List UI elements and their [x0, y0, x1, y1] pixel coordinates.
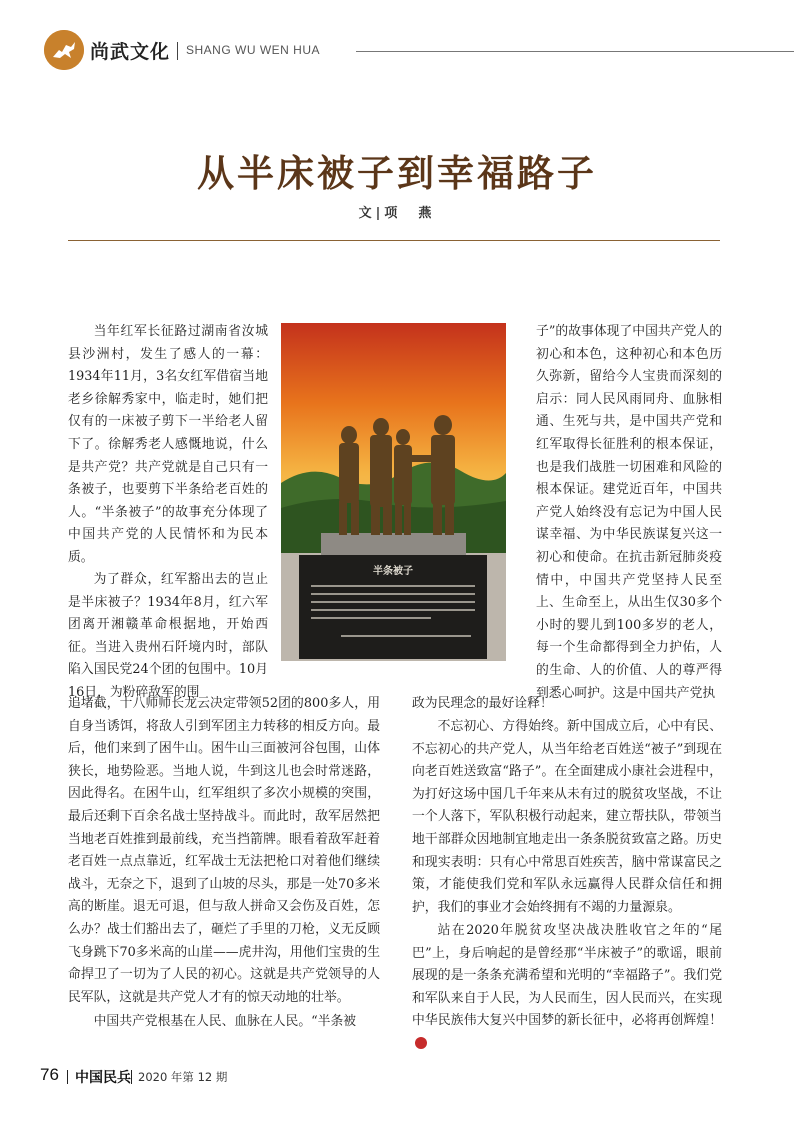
- left-paragraph-2-bottom: 追堵截，十八师师长龙云决定带领52团的800多人，用自身当诱饵，将敌人引到军团主力转移的相反方向。最后，他们来到了困牛山。困牛山三面被河谷包围，山体狭长，地势险恶。当地人说，牛到这儿也会时常迷路，因此得名。在困牛山，红军组织了多次小规模的突围，最后还剩下百余名战士坚持战斗。而此时，敌军居然把当地老百姓推到最前线，充当挡箭牌。眼看着敌军赶着老百姓一点点靠近，红军战士无法把枪口对着他们继续战斗，无奈之下，退到了山坡的尽头，那是一处70多米高的断崖。退无可退，但与敌人拼命又会伤及百姓，怎么办？战士们豁出去了，砸烂了手里的刀枪，义无反顾飞身跳下70多米高的山崖——虎井沟，用他们宝贵的生命捍卫了一切为了人民的初心。这就是共产党领导的人民军队，这就是共产党人才有的惊天动地的壮举。: [68, 696, 380, 1005]
- left-paragraph-3: 中国共产党根基在人民、血脉在人民。“半条被: [93, 1014, 357, 1029]
- right-paragraph-1-top: 子”的故事体现了中国共产党人的初心和本色，这种初心和本色历久弥新，留给今人宝贵而深刻的启示：同人民风雨同舟、血脉相通、生死与共，是中国共产党和红军取得长征胜利的根本保证，也是我们战胜一切困难和风险的根本保证。建党近百年，中国共产党人始终没有忘记为中国人民谋幸福、为中华民族谋复兴这一初心和使命。在抗击新冠肺炎疫情中，中国共产党坚持人民至上、生命至上，从出生仅30多个小时的婴儿到100多岁的老人，每一个生命都得到全力护佑，人的生命、人的价值、人的尊严得到悉心呵护。这是中国共产党执: [536, 324, 722, 701]
- column-logo-icon: [44, 30, 84, 70]
- title-rule: [68, 240, 720, 241]
- end-mark-icon: [415, 1037, 427, 1049]
- monument-photo: [281, 323, 506, 661]
- article-byline: 文|项 燕: [358, 206, 436, 221]
- right-paragraph-3: [412, 920, 722, 1056]
- right-paragraph-3-text: 站在2020年脱贫攻坚决战决胜收官之年的“尾巴”上，身后响起的是曾经那“半床被子”的歌谣，眼前展现的是一条条充满希望和光明的“幸福路子”。我们党和军队来自于人民，为人民而生，因人民而兴，在实现中华民族伟大复兴中国梦的新长征中，必将再创辉煌！: [412, 923, 722, 1029]
- footer-divider: [67, 1070, 68, 1084]
- header-divider: [177, 42, 178, 60]
- left-paragraph-2-top: 为了群众，红军豁出去的岂止是半床被子？1934年8月，红六军团离开湘赣革命根据地，开始西征。当进入贵州石阡境内时，部队陷入国民党24个团的包围中。10月16日，为粉碎敌军的围: [68, 572, 268, 700]
- article-title: 从半床被子到幸福路子: [197, 151, 597, 195]
- column-title: 尚武文化: [90, 41, 171, 63]
- header-rule: [356, 51, 794, 52]
- issue-label: 2020 年第 12 期: [138, 1070, 228, 1084]
- page-number: 76: [40, 1065, 59, 1084]
- monument-inscription-title: 半条被子: [373, 566, 413, 577]
- left-paragraph-1: 当年红军长征路过湖南省汝城县沙洲村，发生了感人的一幕：1934年11月，3名女红军借宿当地老乡徐解秀家中，临走时，她们把仅有的一床被子剪下一半给老人留下了。徐解秀老人感慨地说，什么是共产党？共产党就是自己只有一条被子，也要剪下半条给老百姓的人。“半条被子”的故事充分体现了中国共产党的人民情怀和为民本质。: [68, 324, 268, 565]
- right-paragraph-1-bottom: 政为民理念的最好诠释！: [412, 696, 553, 711]
- column-subtitle: SHANG WU WEN HUA: [186, 43, 320, 57]
- footer-divider-2: [131, 1070, 132, 1084]
- right-paragraph-2: 不忘初心、方得始终。新中国成立后，心中有民、不忘初心的共产党人，从当年给老百姓送“被子”到现在向老百姓送致富“路子”。在全面建成小康社会进程中，为打好这场中国几千年来从未有过的脱贫攻坚战，不让一个人落下，军队积极行动起来，建立帮扶队，带领当地干部群众因地制宜地走出一条条脱贫致富之路。历史和现实表明：只有心中常思百姓疾苦，脑中常谋富民之策，才能使我们党和军队永远赢得人民群众信任和拥护，我们的事业才会始终拥有不竭的力量源泉。: [412, 719, 722, 915]
- magazine-name: 中国民兵: [75, 1070, 131, 1086]
